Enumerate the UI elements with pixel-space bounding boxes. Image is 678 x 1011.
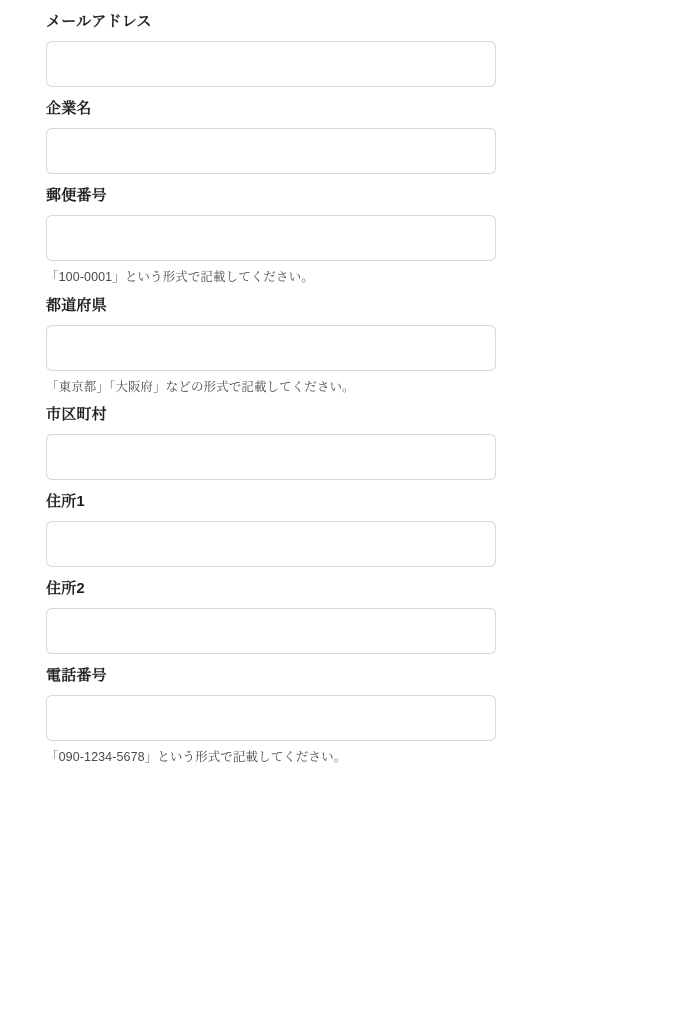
field-label-postal-code: 郵便番号 — [46, 187, 107, 204]
prefecture-input[interactable] — [46, 325, 496, 371]
field-prefecture — [46, 284, 632, 394]
address2-input[interactable] — [46, 608, 496, 654]
company-name-input[interactable] — [46, 128, 496, 174]
field-postal-code — [46, 174, 632, 284]
postal-code-input[interactable] — [46, 215, 496, 261]
field-hint-prefecture: 「東京都」「大阪府」などの形式で記載してください。 — [46, 379, 355, 394]
field-label-prefecture: 都道府県 — [46, 296, 107, 314]
field-address1 — [46, 480, 632, 567]
phone-input[interactable] — [46, 695, 496, 741]
address1-input[interactable] — [46, 521, 496, 567]
field-label-email: メールアドレス — [46, 13, 152, 30]
field-label-address2: 住所2 — [46, 580, 85, 597]
email-input[interactable] — [46, 41, 496, 87]
city-input[interactable] — [46, 434, 496, 480]
field-label-address1: 住所1 — [46, 493, 85, 510]
field-company-name — [46, 87, 632, 174]
field-email — [46, 0, 632, 87]
field-label-city: 市区町村 — [46, 406, 107, 423]
field-hint-postal-code: 「100-0001」という形式で記載してください。 — [46, 270, 314, 284]
field-city — [46, 393, 632, 480]
field-phone — [46, 654, 632, 764]
field-address2 — [46, 567, 632, 654]
field-label-company-name: 企業名 — [46, 100, 92, 117]
field-hint-phone: 「090-1234-5678」という形式で記載してください。 — [46, 750, 347, 764]
field-label-phone: 電話番号 — [46, 667, 107, 684]
